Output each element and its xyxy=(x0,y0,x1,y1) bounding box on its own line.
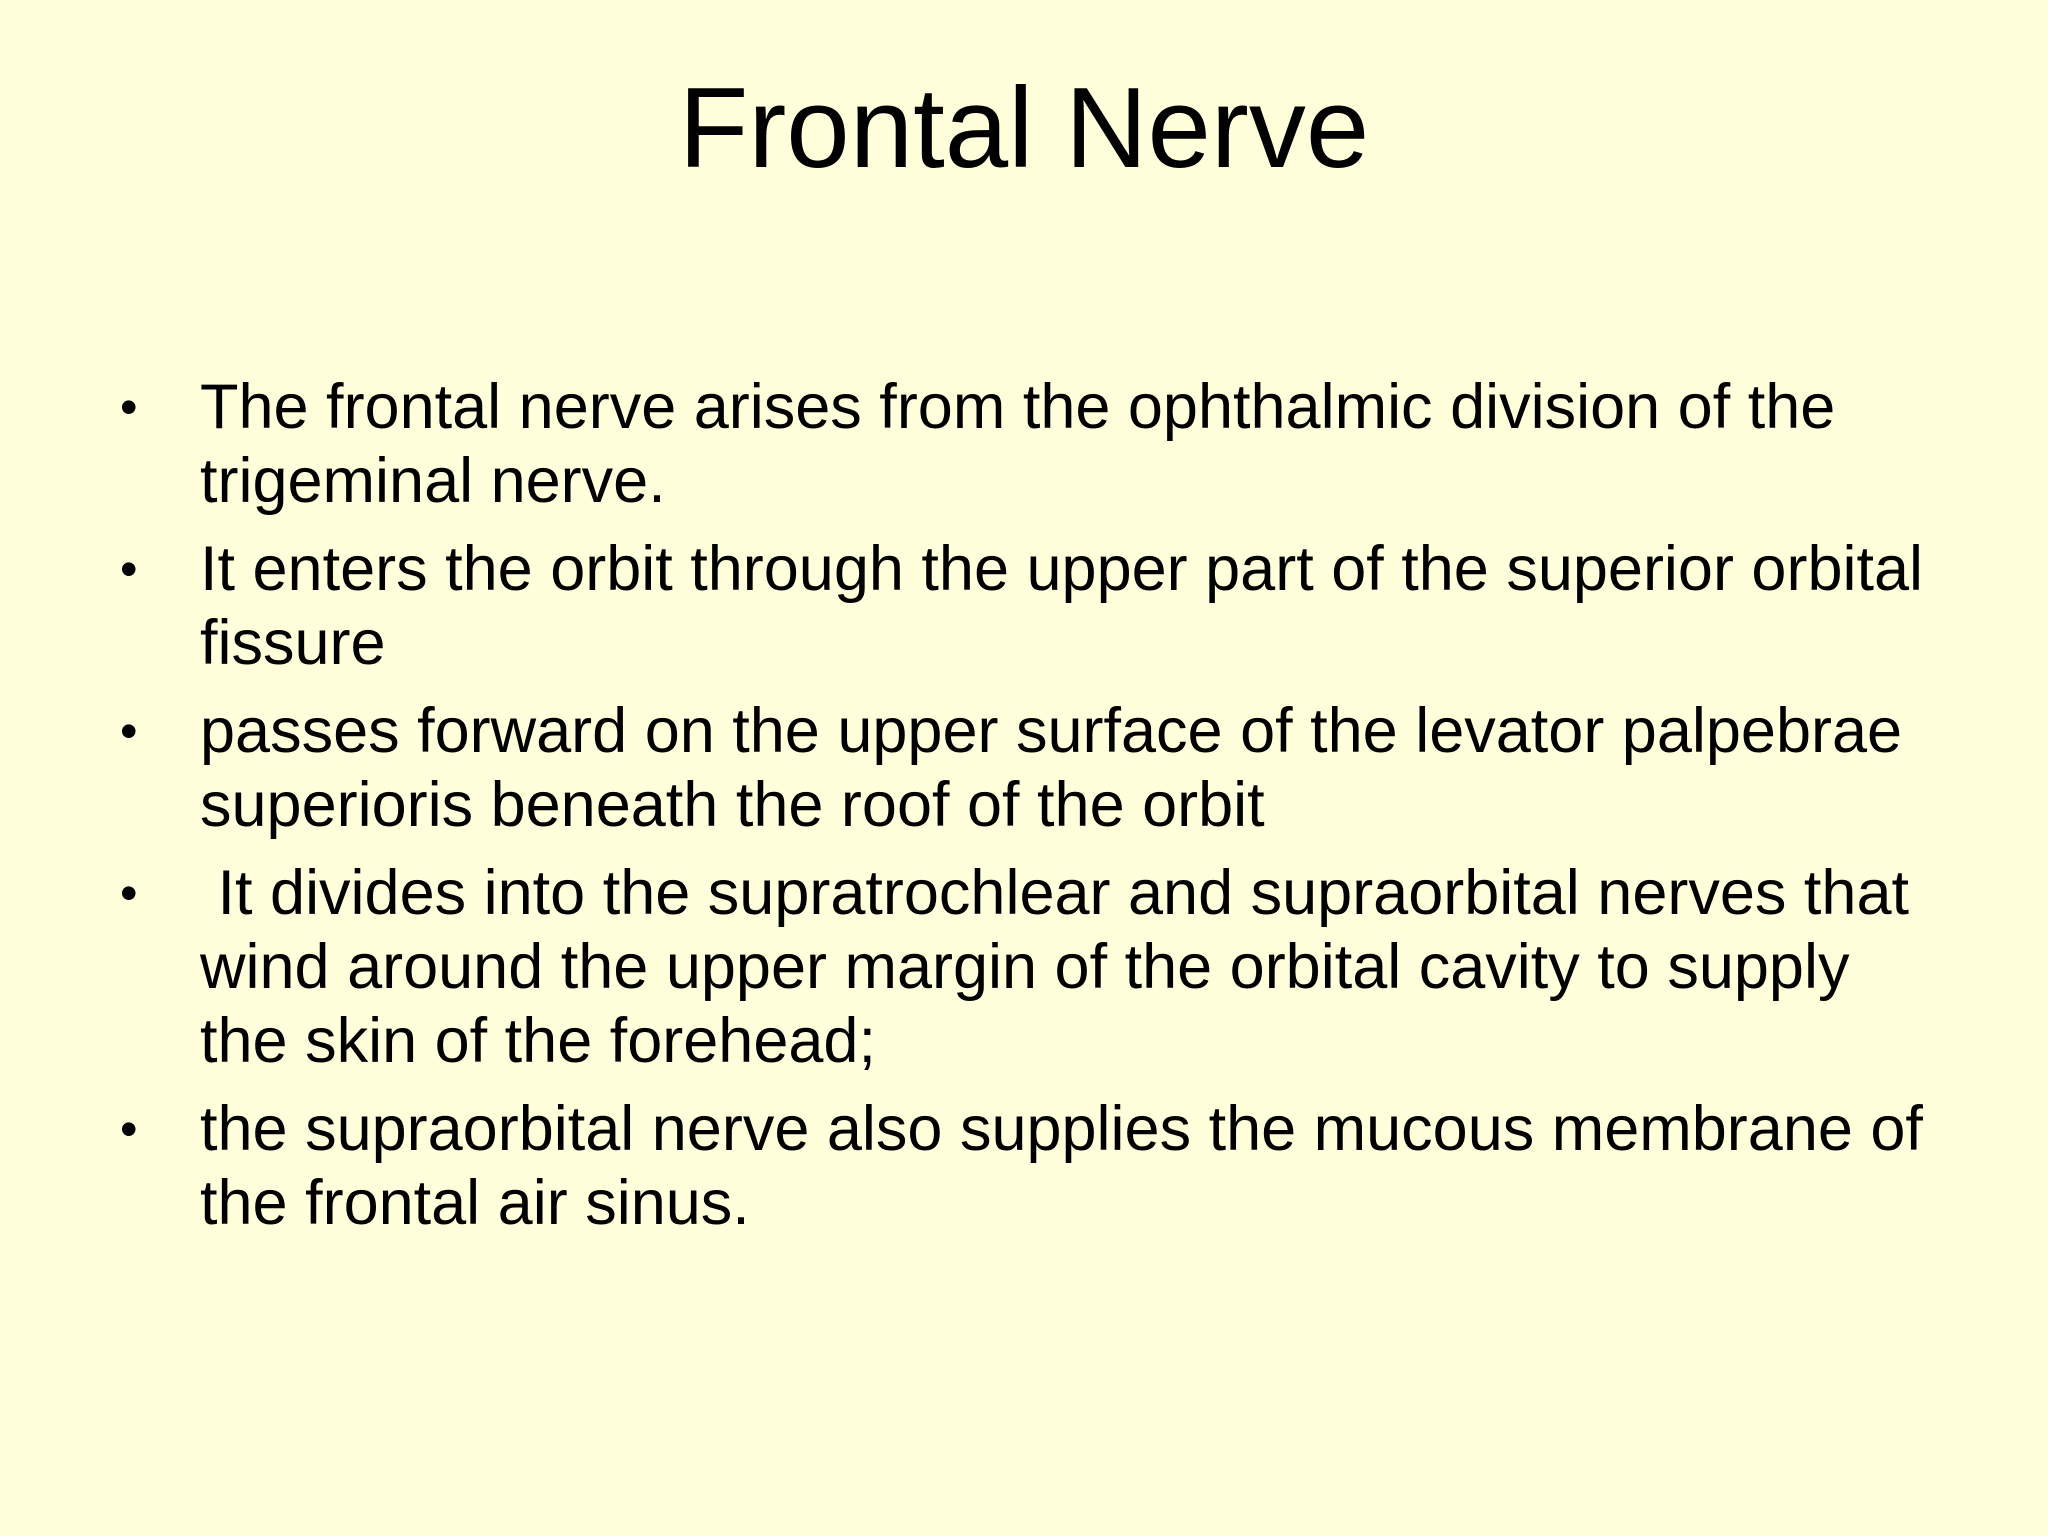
bullet-icon: • xyxy=(120,1101,138,1157)
bullet-icon: • xyxy=(120,379,138,435)
bullet-list xyxy=(120,370,1940,1254)
bullet-text: passes forward on the upper surface of the levator palpebrae superioris beneath the roof of the orbit xyxy=(200,696,1920,840)
bullet-item xyxy=(120,1092,1940,1240)
bullet-icon: • xyxy=(120,541,138,597)
bullet-text: The frontal nerve arises from the ophthalmic division of the trigeminal nerve. xyxy=(200,372,1853,516)
bullet-icon: • xyxy=(120,865,138,921)
bullet-text: the supraorbital nerve also supplies the mucous membrane of the frontal air sinus. xyxy=(200,1094,1941,1238)
slide-title: Frontal Nerve xyxy=(678,65,1370,192)
bullet-item xyxy=(120,856,1940,1078)
bullet-text: It enters the orbit through the upper part of the superior orbital fissure xyxy=(200,534,1941,678)
bullet-icon: • xyxy=(120,703,138,759)
bullet-item xyxy=(120,532,1940,680)
bullet-item xyxy=(120,370,1940,518)
bullet-text: It divides into the supratrochlear and supraorbital nerves that wind around the upper margin of the orbital cavity to supply the skin of the forehead; xyxy=(200,858,1927,1076)
bullet-item xyxy=(120,694,1940,842)
